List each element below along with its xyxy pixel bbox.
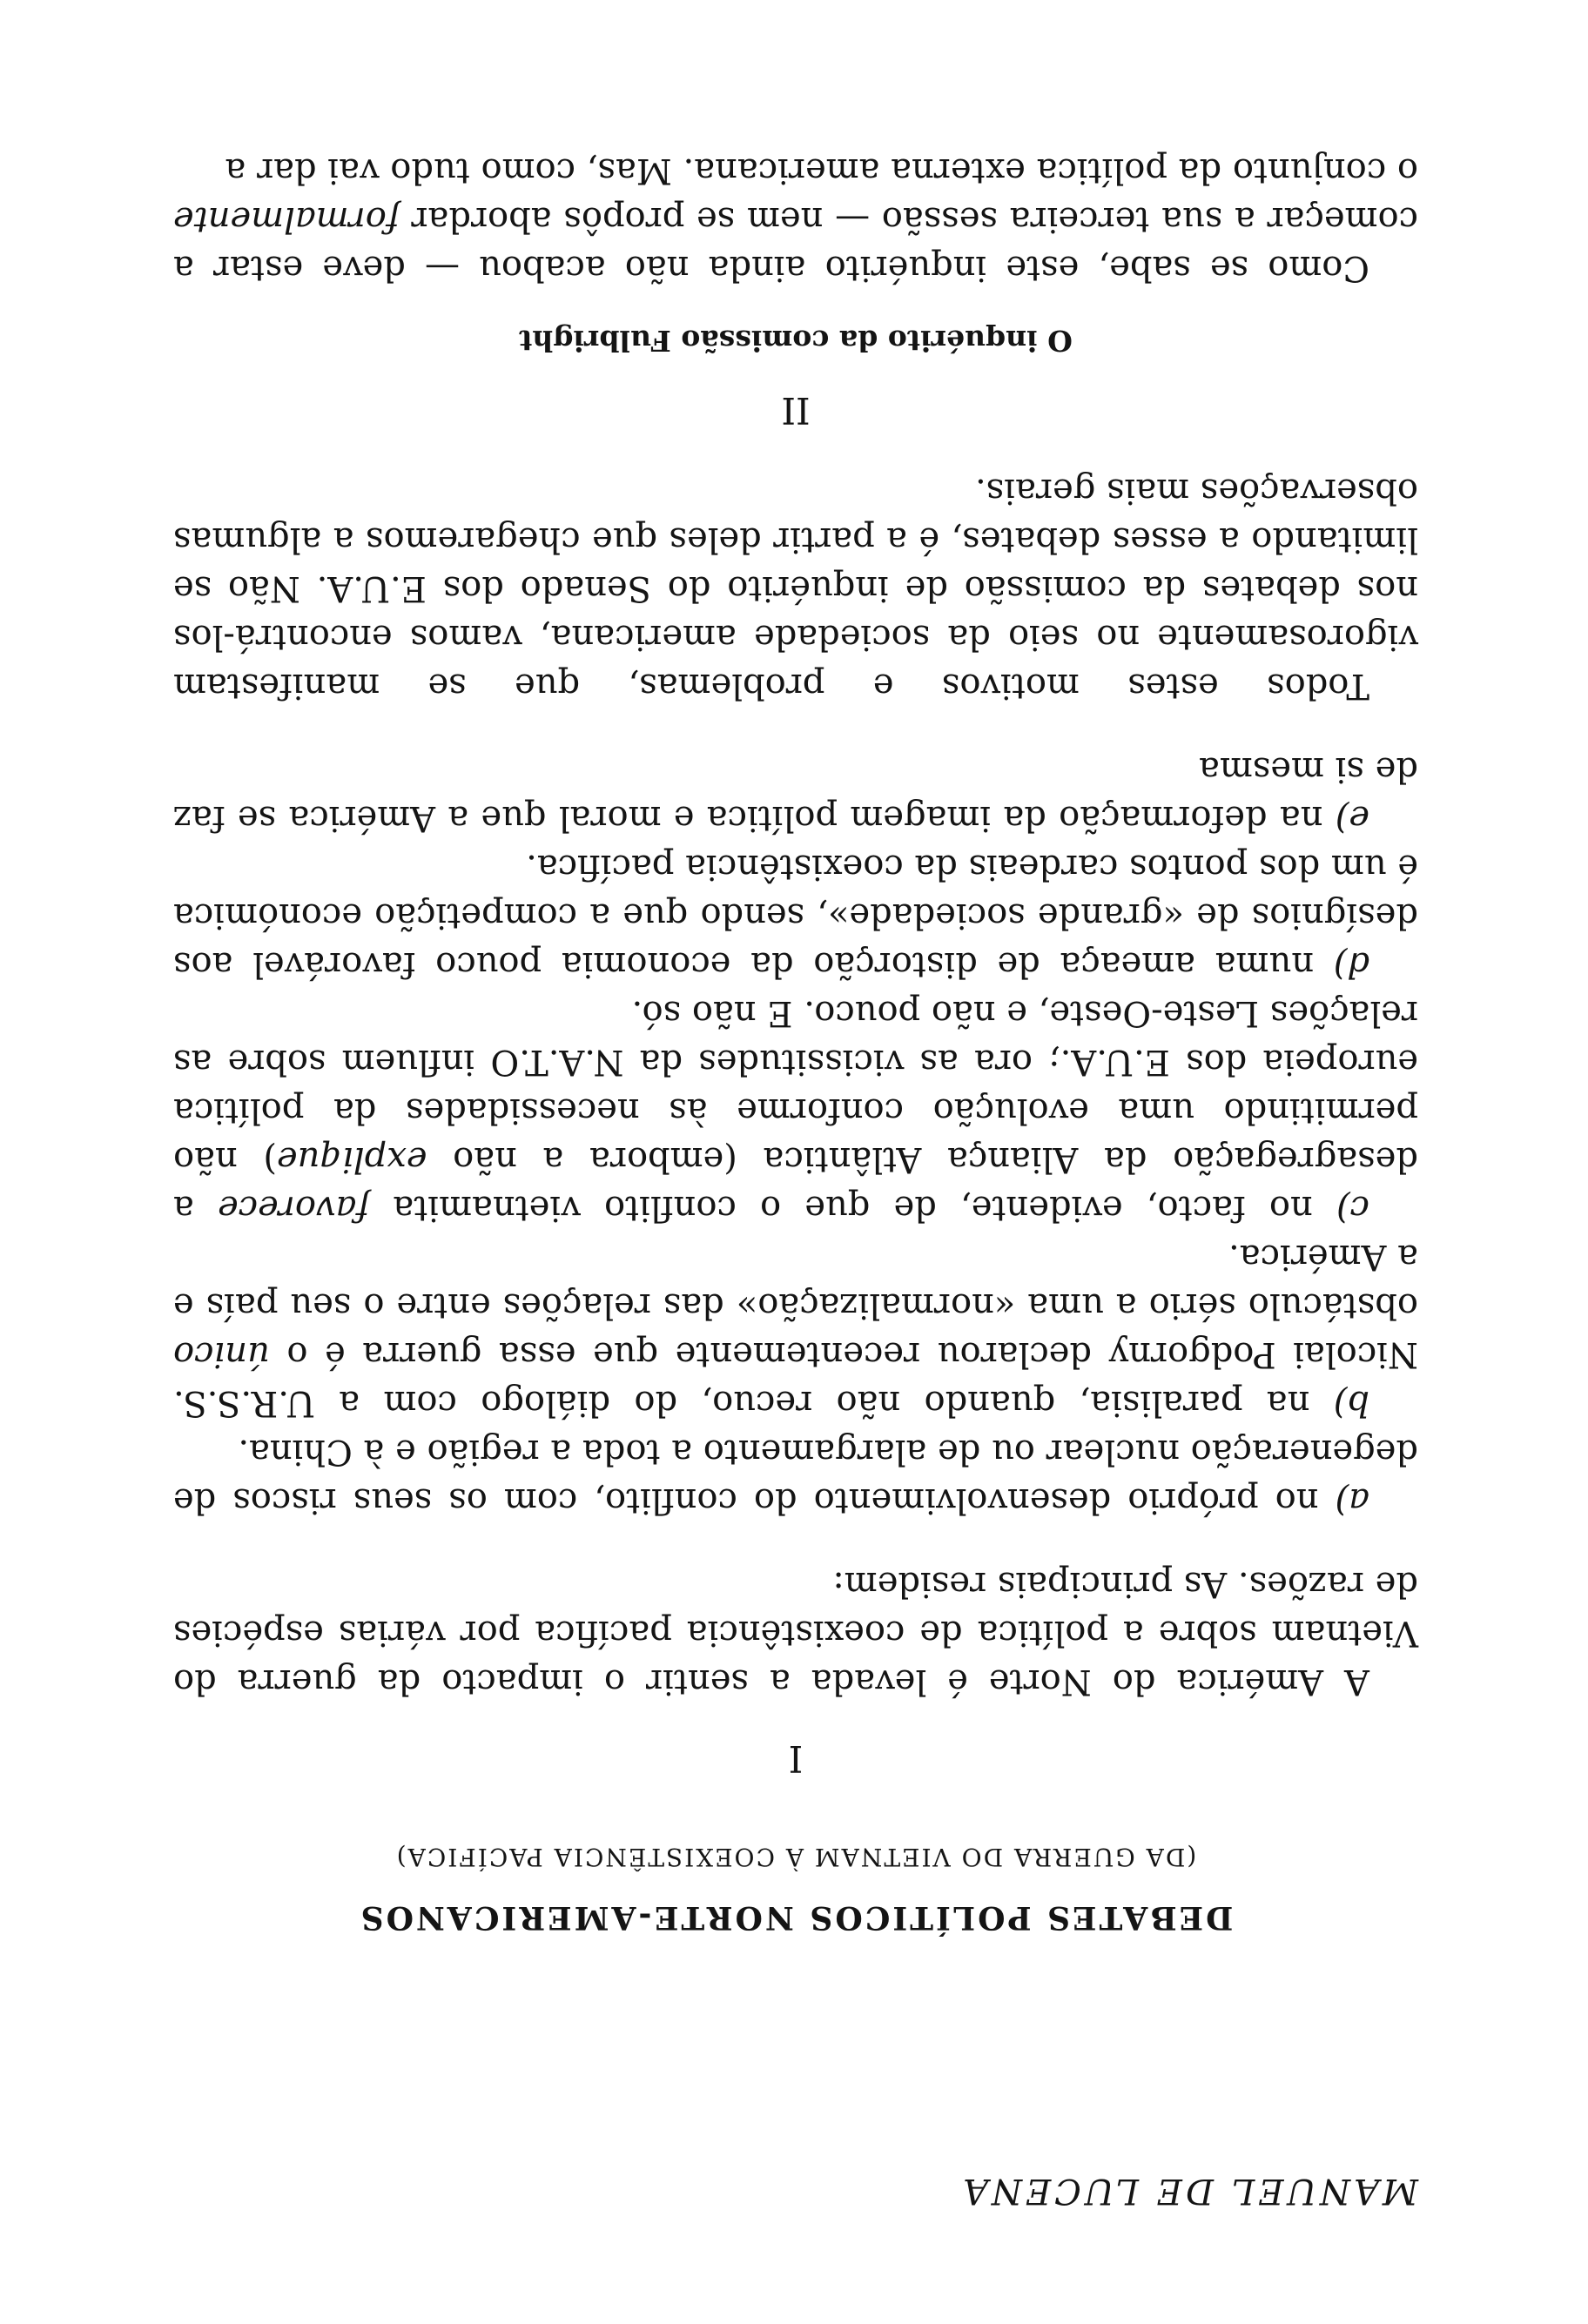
list-item-b-emphasis: único	[173, 1334, 270, 1374]
list-item-e	[173, 745, 1418, 843]
list-item-b-text-after: obstáculo sério a uma «normalização» das relações entre o seu país e a América.	[173, 1237, 1418, 1326]
section-1-intro-paragraph: A América do Norte é levada a sentir o impacto da guerra do Vietnam sobre a política de coexistência pacífica por várias espécies de razões. As principais residem:	[173, 1564, 1418, 1702]
list-item-a	[173, 1427, 1418, 1525]
list-marker-c: c)	[1336, 1188, 1369, 1228]
list-item-c-emphasis-1: favorece	[218, 1188, 370, 1228]
section-2-text-before: Como se sabe, este inquérito ainda não acabou — deve estar a começar a sua terceira sessão — nem se propôs abordar	[173, 199, 1418, 288]
list-item-b-text-before: na paralisia, quando não recuo, do diálogo com a U.R.S.S. Nicolai Podgorny declarou recentemente que essa guerra é o	[173, 1334, 1418, 1423]
list-item-c-emphasis-2: explique	[276, 1139, 427, 1179]
list-item-a-text: no próprio desenvolvimento do conflito, com os seus riscos de degeneração nuclear ou de alargamento a toda a região e à China.	[173, 1432, 1418, 1521]
author-name: MANUEL DE LUCENA	[959, 2171, 1418, 2211]
section-number-2: II	[781, 389, 811, 432]
list-item-c	[173, 989, 1418, 1233]
section-2-paragraph	[173, 146, 1418, 292]
list-marker-d: d)	[1333, 944, 1369, 984]
section-2-emphasis: formalmente	[173, 199, 400, 239]
page-content	[173, 146, 1418, 2211]
list-item-d-text: numa ameaça de distorção da economia pouco favorável aos desígnios de «grande sociedade», sendo que a competição económica é um dos pontos cardeais da coexistência pacífica.	[172, 847, 1418, 984]
list-item-e-text: na deformação da imagem política e moral que a América se faz de si mesma	[173, 749, 1418, 838]
list-item-d	[173, 843, 1418, 989]
article-subtitle: (DA GUERRA DO VIETNAM À COEXISTÊNCIA PACÍFICA)	[394, 1843, 1197, 1871]
list-marker-a: a)	[1335, 1481, 1369, 1521]
section-2-heading: O inquérito da comissão Fulbright	[519, 324, 1073, 358]
list-marker-e: e)	[1335, 798, 1369, 838]
list-item-c-text-2: a desagregação da Aliança Atlântica (embora a não	[172, 1139, 1418, 1228]
article-title: DEBATES POLÍTICOS NORTE-AMERICANOS	[358, 1899, 1234, 1936]
list-item-b	[173, 1233, 1418, 1427]
section-1-closing-paragraph: Todos estes motivos e problemas, que se manifestam vigorosamente no seio da sociedade americana, vamos encontrá-los nos debates da comissão de inquérito do Senado dos E.U.A. Não se limitando a esses debates, é a partir deles que chegaremos a algumas observações mais gerais.	[173, 471, 1418, 706]
list-item-c-text-3: ) não permitindo uma evolução conforme às necessidades da política europeia dos E.U.A.; ora as vicissitudes da N.A.T.O influem sobre as relações Leste-Oeste, e não pouco. E não só.	[173, 993, 1418, 1179]
list-item-c-text-1: no facto, evidente, de que o conflito vietnamita	[369, 1188, 1313, 1228]
section-number-1: I	[788, 1737, 804, 1780]
section-2-text-after: o conjunto da política externa americana. Mas, como tudo vai dar a	[225, 151, 1418, 191]
list-marker-b: b)	[1333, 1383, 1369, 1423]
